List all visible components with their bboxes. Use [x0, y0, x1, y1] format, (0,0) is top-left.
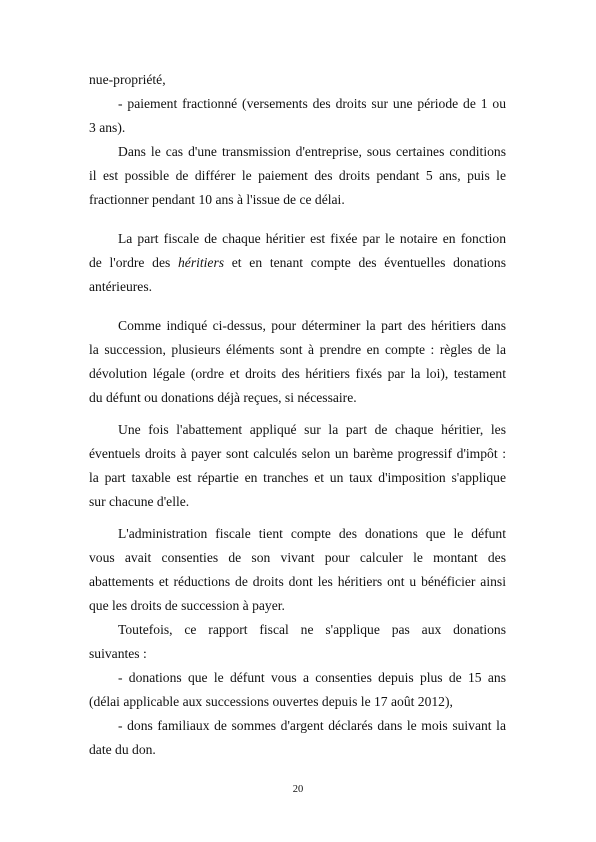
text-line: 3 ans).	[89, 120, 126, 135]
text-line: nue-propriété,	[89, 72, 166, 87]
italic-term: héritiers	[177, 255, 225, 270]
text-line: suivantes :	[89, 646, 147, 661]
text-line: sur chacune d'elle.	[89, 494, 190, 509]
text-line: date du don.	[89, 742, 156, 757]
text-line: La part fiscale de chaque héritier est fixée par le notaire en fonction	[118, 231, 506, 246]
text-line: il est possible de différer le paiement des droits pendant 5 ans, puis le	[89, 168, 506, 183]
text-line: - paiement fractionné (versements des droits sur une période de 1 ou	[118, 96, 506, 111]
text-line: - dons familiaux de sommes d'argent déclarés dans le mois suivant la	[118, 718, 506, 733]
text-line: antérieures.	[89, 279, 153, 294]
text-line: (délai applicable aux successions ouvertes depuis le 17 août 2012),	[89, 694, 453, 709]
text-line: la part taxable est répartie en tranches et un taux d'imposition s'applique	[89, 470, 506, 485]
text-line: fractionner pendant 10 ans à l'issue de ce délai.	[89, 192, 345, 207]
text-line: éventuels droits à payer sont calculés selon un barème progressif d'impôt :	[89, 446, 506, 461]
text-line: vous avait consenties de son vivant pour calculer le montant des	[89, 550, 506, 565]
text-span: de l'ordre des	[89, 255, 178, 270]
text-line: Une fois l'abattement appliqué sur la part de chaque héritier, les	[118, 422, 506, 437]
text-line: Dans le cas d'une transmission d'entreprise, sous certaines conditions	[118, 144, 506, 159]
page-number: 20	[292, 784, 304, 795]
text-line: Toutefois, ce rapport fiscal ne s'applique pas aux donations	[118, 622, 506, 637]
text-line: dévolution légale (ordre et droits des héritiers fixés par la loi), testament	[89, 366, 506, 381]
text-line: - donations que le défunt vous a consenties depuis plus de 15 ans	[118, 670, 506, 685]
text-line: du défunt ou donations déjà reçues, si nécessaire.	[89, 390, 357, 405]
text-line: la succession, plusieurs éléments sont à prendre en compte : règles de la	[89, 342, 506, 357]
text-line: que les droits de succession à payer.	[89, 598, 285, 613]
text-line: Comme indiqué ci-dessus, pour déterminer la part des héritiers dans	[118, 318, 506, 333]
text-line: abattements et réductions de droits dont les héritiers ont u bénéficier ainsi	[89, 574, 506, 589]
text-line: L'administration fiscale tient compte des donations que le défunt	[118, 526, 506, 541]
text-line-with-italic	[89, 253, 506, 273]
text-span: et en tenant compte des éventuelles donations	[224, 255, 506, 270]
